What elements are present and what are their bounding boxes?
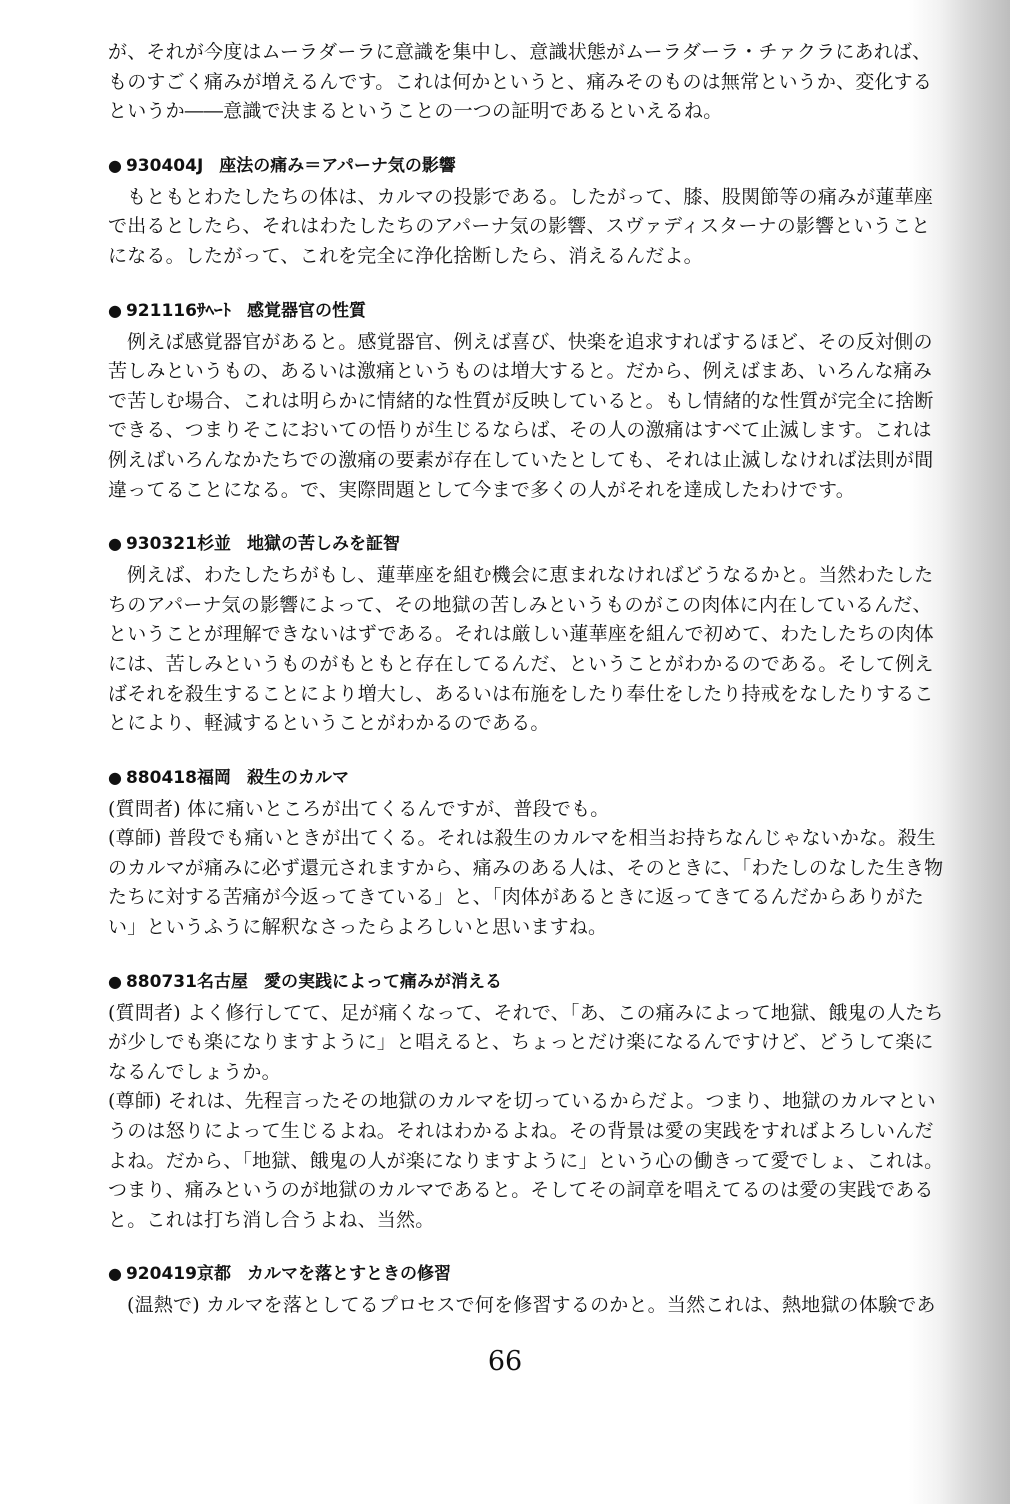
section-paragraph: 例えば、わたしたちがもし、蓮華座を組む機会に恵まれなければどうなるかと。当然わたしたちのアパーナ気の影響によって、その地獄の苦しみというものがこの肉体に内在しているんだ、ということが理解できないはずである。それは厳しい蓮華座を組んで初めて、わたしたちの肉体には、苦しみというものがもともと存在してるんだ、ということがわかるのである。そして例えばそれを殺生することにより増大し、あるいは布施をしたり奉仕をしたり持戒をなしたりすることにより、軽減するということがわかるのである。 — [108, 564, 934, 735]
section-paragraph: もともとわたしたちの体は、カルマの投影である。したがって、膝、股関節等の痛みが蓮華座で出るとしたら、それはわたしたちのアパーナ気の影響、スヴァディスターナの影響ということになる。したがって、これを完全に浄化捨断したら、消えるんだよ。 — [108, 185, 934, 267]
page-content — [108, 38, 946, 1321]
bullet-icon: ● — [108, 767, 122, 787]
section-paragraph: (温熱で) カルマを落としてるプロセスで何を修習するのかと。当然これは、熱地獄の体験であ — [127, 1294, 936, 1317]
section — [108, 531, 946, 739]
bullet-icon: ● — [108, 971, 122, 991]
section — [108, 298, 946, 506]
section-paragraph: 例えば感覚器官があると。感覚器官、例えば喜び、快楽を追求すればするほど、その反対側の苦しみというもの、あるいは激痛というものは増大すると。だから、例えばまあ、いろんな痛みで苦しむ場合、これは明らかに情緒的な性質が反映していると。もし情緒的な性質が完全に捨断できる、つまりそこにおいての悟りが生じるならば、その人の激痛はすべて止滅します。これは例えばいろんなかたちでの激痛の要素が存在していたとしても、それは止滅しなければ法則が間違ってることになる。で、実際問題として今まで多くの人がそれを達成したわけです。 — [108, 330, 934, 501]
section-heading — [108, 1261, 946, 1287]
section-heading — [108, 765, 946, 791]
section-heading — [108, 298, 946, 324]
section-code: 880418福岡 — [125, 767, 231, 788]
section-code: 930321杉並 — [125, 534, 231, 555]
page-number: 66 — [487, 1346, 523, 1377]
section-heading — [108, 531, 946, 557]
section-code: 880731名古屋 — [125, 971, 248, 992]
section-title: 座法の痛み＝アパーナ気の影響 — [219, 155, 456, 176]
bullet-icon: ● — [108, 155, 122, 175]
section-title: 地獄の苦しみを証智 — [246, 534, 400, 555]
section-code: 921116ｻﾍｰﾄ — [125, 300, 231, 321]
section — [108, 969, 946, 1236]
dialogue-question: (質問者) 体に痛いところが出てくるんですが、普段でも。 — [108, 797, 610, 820]
dialogue-answer: (尊師) それは、先程言ったその地獄のカルマを切っているからだよ。つまり、地獄のカルマというのは怒りによって生じるよね。それはわかるよね。その背景は愛の実践をすればよろしいんだよね。だから、「地獄、餓鬼の人が楽になりますように」という心の働きって愛でしょ、これは。つまり、痛みというのが地獄のカルマであると。そしてその詞章を唱えてるのは愛の実践であると。これは打ち消し合うよね、当然。 — [108, 1090, 944, 1231]
section-heading — [108, 153, 946, 179]
section-title: 感覚器官の性質 — [246, 300, 366, 321]
section-title: 殺生のカルマ — [246, 767, 349, 788]
section — [108, 765, 946, 943]
dialogue-question: (質問者) よく修行してて、足が痛くなって、それで、「あ、この痛みによって地獄、餓鬼の人たちが少しでも楽になりますように」と唱えると、ちょっとだけ楽になるんですけど、どうして楽になるんでしょうか。 — [108, 1001, 944, 1083]
bullet-icon: ● — [108, 534, 122, 554]
section-heading — [108, 969, 946, 995]
section-code: 930404J — [125, 155, 204, 176]
bullet-icon: ● — [108, 300, 122, 320]
bullet-icon: ● — [108, 1264, 122, 1284]
section — [108, 153, 946, 272]
section-title: 愛の実践によって痛みが消える — [263, 971, 502, 992]
section — [108, 1261, 946, 1321]
dialogue-answer: (尊師) 普段でも痛いときが出てくる。それは殺生のカルマを相当お持ちなんじゃないかな。殺生のカルマが痛みに必ず還元されますから、痛みのある人は、そのときに、「わたしのなした生き物たちに対する苦痛が今返ってきている」と、「肉体があるときに返ってきてるんだからありがたい」というふうに解釈なさったらよろしいと思いますね。 — [108, 827, 944, 939]
section-code: 920419京都 — [125, 1264, 231, 1285]
intro-paragraph: が、それが今度はムーラダーラに意識を集中し、意識状態がムーラダーラ・チァクラにあれば、ものすごく痛みが増えるんです。これは何かというと、痛みそのものは無常というか、変化するというか――意識で決まるということの一つの証明であるといえるね。 — [108, 41, 933, 123]
section-title: カルマを落とすときの修習 — [246, 1264, 451, 1285]
